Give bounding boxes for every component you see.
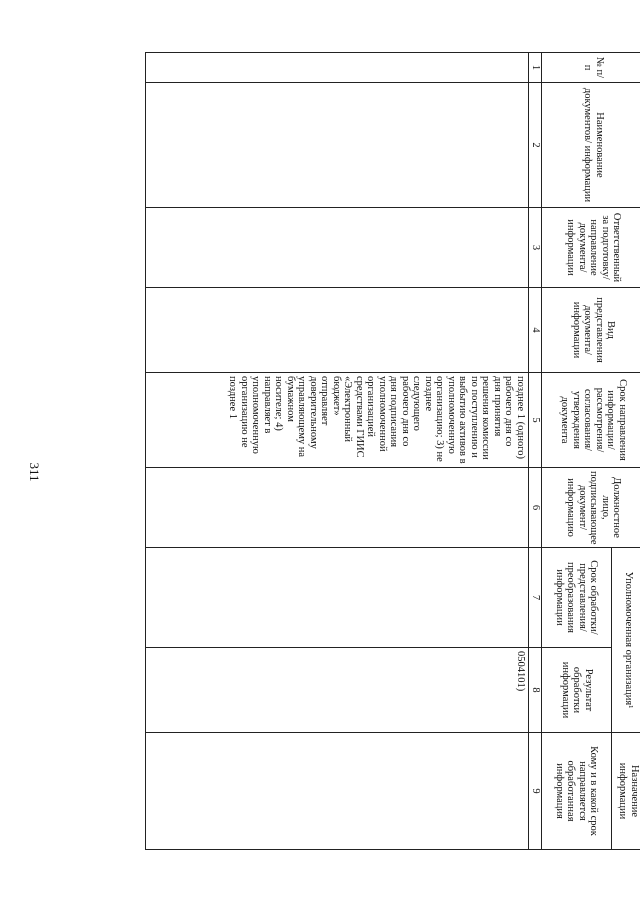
header-deadline: Срок направления информации/ рассмотрения/ согласования/ утверждения документа [542,373,640,468]
col-number-3: 3 [529,208,542,288]
cell-form [146,288,529,373]
rotated-table-container [145,52,640,849]
cell-number [146,53,529,83]
header-responsible: Ответственный за подготовку/ направление документа/ информации [542,208,640,288]
cell-processing-result: 0504101) [146,648,529,733]
col-number-2: 2 [529,83,542,208]
header-form: Вид представления документа/ информации [542,288,640,373]
col-number-5: 5 [529,373,542,468]
cell-signatory [146,468,529,548]
header-authorized-org: Уполномоченная организация¹ [612,548,640,733]
col-number-4: 4 [529,288,542,373]
col-number-1: 1 [529,53,542,83]
cell-responsible [146,208,529,288]
col-number-8: 8 [529,648,542,733]
header-processing-time: Срок обработки/ представления/ преобразования информации [542,548,612,648]
document-table [145,52,640,850]
cell-deadline: позднее 1 (одного) рабочего дня со дня принятия решения комиссии по поступлению и выбытию активов в уполномоченную организацию; 3) не позднее следующего рабочего дня со дня подписания уполномоченной организацией средствами ГИИС «Электронный бюджет» отправляет доверительному управляющему на бумажном носителе; 4) направляет в уполномоченную организацию не позднее 1 [146,373,529,468]
header-number: № п/п [542,53,640,83]
page-number: 311 [27,462,42,482]
col-number-9: 9 [529,733,542,850]
col-number-7: 7 [529,548,542,648]
cell-recipient [146,733,529,850]
cell-document-name [146,83,529,208]
header-processing-result: Результат обработки информации [542,648,612,733]
header-document-name: Наименование документов/ информации [542,83,640,208]
header-recipient: Кому и в какой срок направляется обработанная информация [542,733,612,850]
col-number-6: 6 [529,468,542,548]
cell-processing-time [146,548,529,648]
header-purpose: Назначение информации [612,733,640,850]
header-signatory: Должностное лицо, подписывающее документ/ информацию [542,468,640,548]
